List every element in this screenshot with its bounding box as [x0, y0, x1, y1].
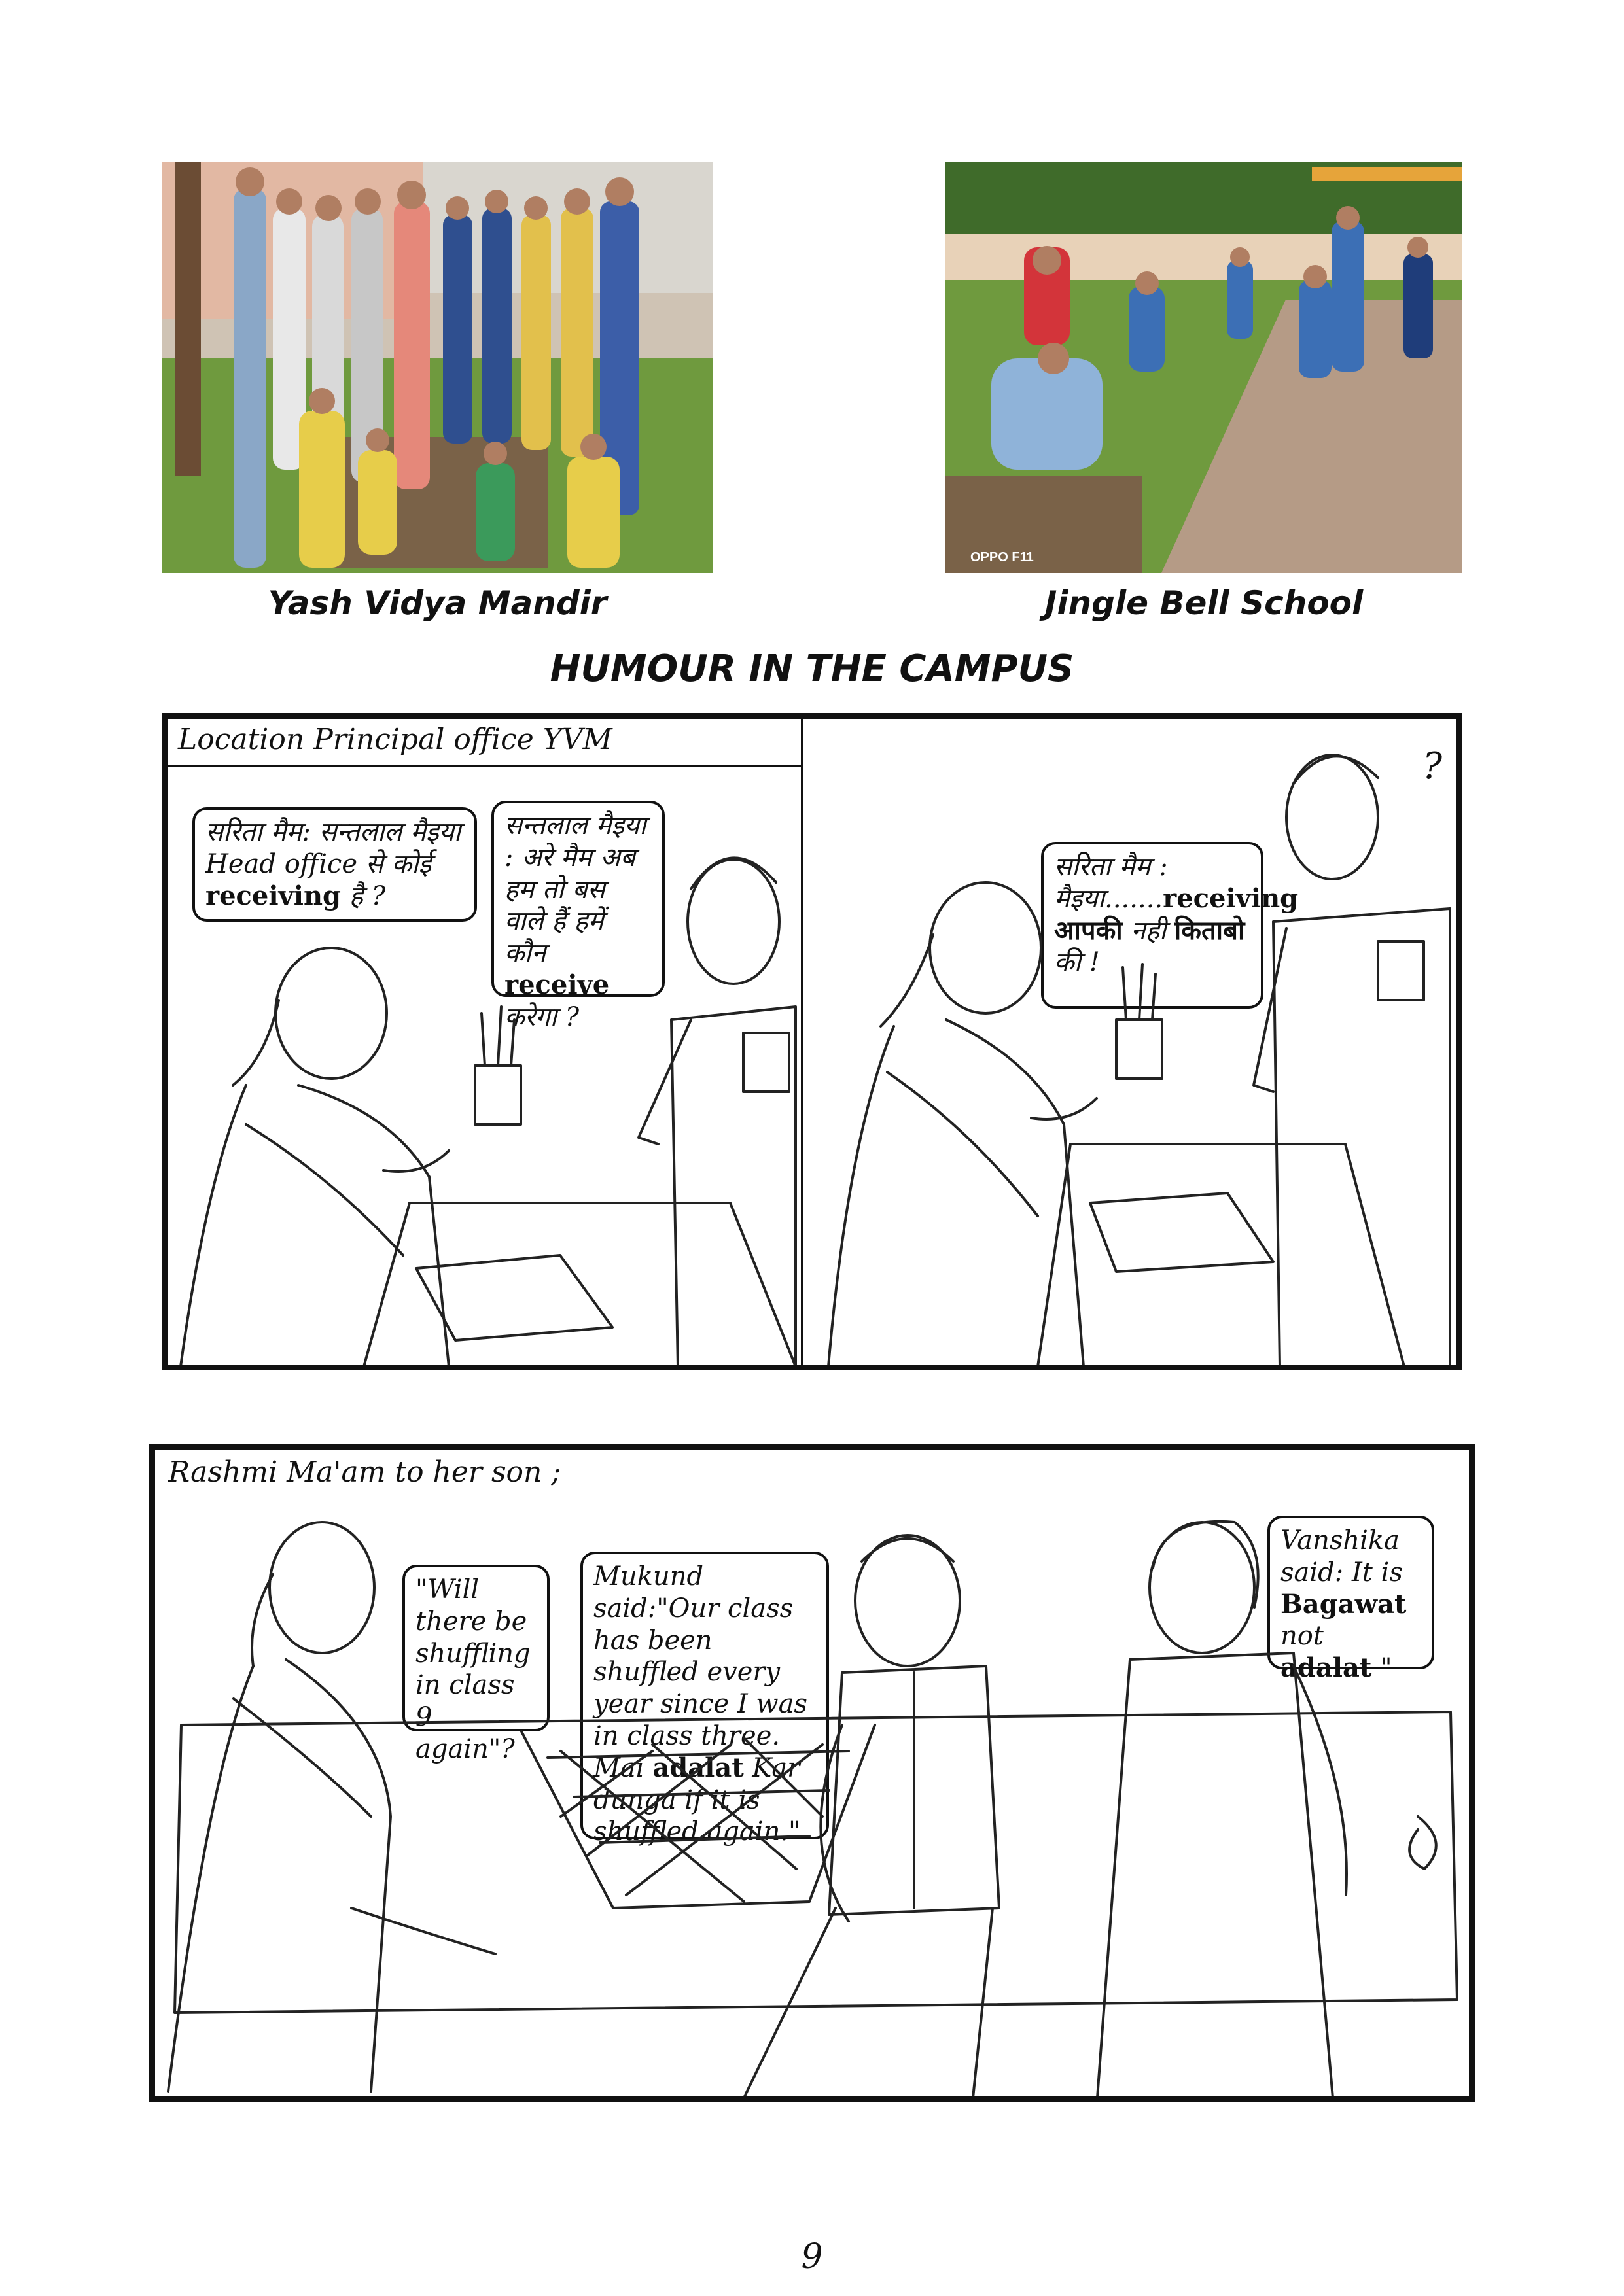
photo-watermark: OPPO F11: [970, 550, 1034, 565]
comic-strip-principal-office: [162, 713, 1462, 1370]
speech-bubble-vanshika: Vanshika said: It is Bagawat not adalat ": [1267, 1516, 1434, 1669]
location-label: Location Principal office YVM: [178, 723, 612, 756]
comic-sketch-principal-office: [168, 719, 1456, 1366]
photo-caption: Jingle Bell School: [1044, 584, 1364, 622]
section-title: HUMOUR IN THE CAMPUS: [550, 648, 1074, 690]
page-number: 9: [801, 2237, 823, 2276]
location-label: Rashmi Ma'am to her son ;: [168, 1455, 561, 1489]
comic-sketch-family-sofa: [155, 1450, 1469, 2098]
photo-jingle-bell-school: [945, 162, 1462, 573]
photo-tree-planting-school: [945, 162, 1462, 573]
speech-bubble-sarita: सरिता मैम: सन्तलाल मैइया Head office से कोई receiving है ?: [192, 807, 477, 922]
photo-yash-vidya-mandir: [162, 162, 713, 573]
photo-tree-planting-group: [162, 162, 713, 573]
speech-bubble-mukund: Mukund said:"Our class has been shuffled every year since I was in class three. Mai adalat Kar dunga if it is shuffled again.": [580, 1552, 829, 1839]
photo-caption: Yash Vidya Mandir: [268, 584, 607, 622]
speech-bubble-santlal: सन्तलाल मैइया : अरे मैम अब हम तो बस वाले हैं हमें कौन receive करेगा ?: [491, 801, 665, 997]
speech-bubble-rashmi: "Will there be shuffling in class 9 again"?: [402, 1565, 550, 1731]
question-mark: ?: [1422, 745, 1443, 788]
speech-bubble-sarita-reply: सरिता मैम : मैइया.......receiving आपकी नही किताबो की !: [1041, 842, 1263, 1009]
comic-strip-rashmi-maam: [149, 1444, 1475, 2102]
